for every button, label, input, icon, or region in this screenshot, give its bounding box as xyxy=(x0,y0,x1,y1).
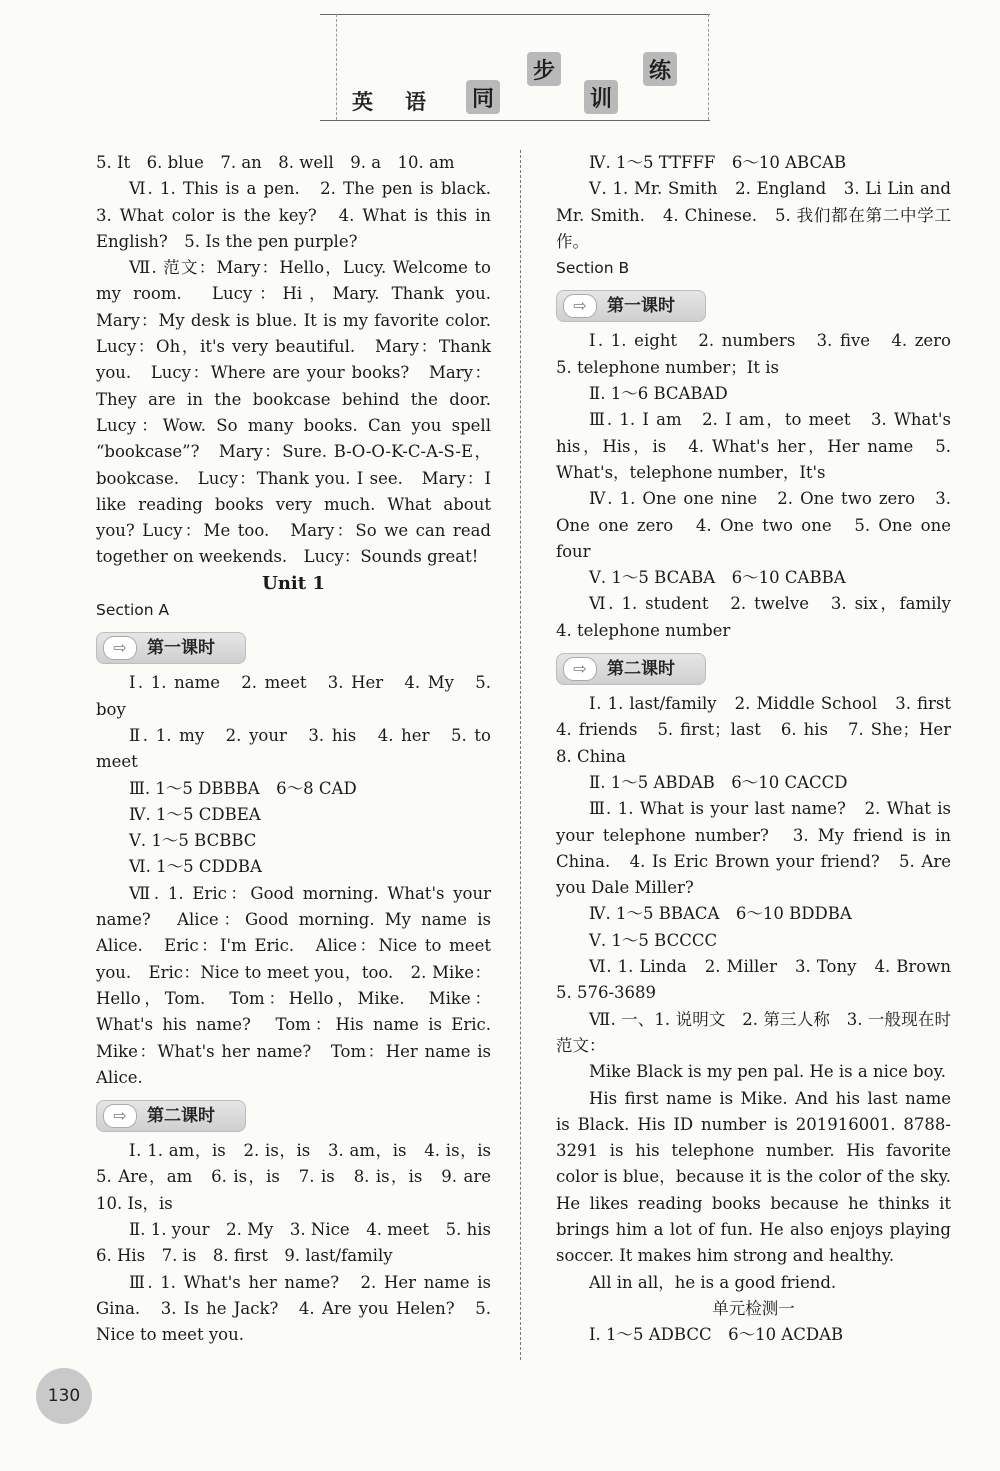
answer-line: Ⅲ. 1. I am 2. I am，to meet 3. What's his，His，is 4. What's her，Her name 5. What's，telephone number，It's xyxy=(556,410,951,482)
answer-line: Ⅰ. 1. eight 2. numbers 3. five 4. zero 5. telephone number；It is xyxy=(556,331,968,377)
header-top-rule xyxy=(320,14,710,15)
header-dashed-line xyxy=(336,14,337,120)
test-heading: 单元检测一 xyxy=(712,1298,795,1318)
answer-line: Ⅲ. 1. What's her name? 2. Her name is Gina. 3. Is he Jack? 4. Are you Helen? 5. Nice to meet you. xyxy=(96,1272,491,1345)
answer-line: Ⅱ. 1～5 ABDAB 6～10 CACCD xyxy=(589,772,848,792)
answer-column-left xyxy=(96,150,508,1348)
page-number: 130 xyxy=(36,1368,92,1424)
answer-line: Ⅵ. 1. This is a pen. 2. The pen is black. 3. What color is the key? 4. What is this in English? 5. Is the pen purple? xyxy=(96,179,508,251)
section-heading: Section A xyxy=(96,601,170,620)
essay-paragraph: Mike Black is my pen pal. He is a nice boy. xyxy=(589,1062,946,1082)
arrow-right-icon: ⇨ xyxy=(103,636,137,660)
answer-line: Ⅳ. 1. One one nine 2. One two zero 3. One one zero 4. One two one 5. One one four xyxy=(556,489,951,561)
answer-line: Ⅵ. 1～5 CDDBA xyxy=(129,857,262,877)
answer-line: 5. It 6. blue 7. an 8. well 9. a 10. am xyxy=(96,153,455,172)
header-title-box: 同 xyxy=(466,80,500,114)
answer-line: Ⅰ. 1. name 2. meet 3. Her 4. My 5. boy xyxy=(96,673,491,719)
lesson-banner xyxy=(556,290,706,322)
answer-line: Ⅴ. 1. Mr. Smith 2. England 3. Li Lin and Mr. Smith. 4. Chinese. 5. 我们都在第二中学工作。 xyxy=(556,179,951,251)
answer-line: Ⅳ. 1～5 CDBEA xyxy=(129,804,261,824)
answer-line: Ⅳ. 1～5 TTFFF 6～10 ABCAB xyxy=(589,153,847,172)
answer-line: Ⅳ. 1～5 BBACA 6～10 BDDBA xyxy=(589,904,852,924)
answer-line: Ⅵ. 1. student 2. twelve 3. six，family 4. telephone number xyxy=(556,594,968,640)
column-divider xyxy=(520,150,521,1360)
answer-line: Ⅲ. 1. What is your last name? 2. What is your telephone number? 3. My friend is in China. 4. Is Eric Brown your friend? 5. Are you Dale Miller? xyxy=(556,799,951,898)
page-header xyxy=(0,0,1000,130)
answer-line: Ⅴ. 1～5 BCBBC xyxy=(129,831,257,851)
answer-line: Ⅵ. 1. Linda 2. Miller 3. Tony 4. Brown 5. 576-3689 xyxy=(556,957,968,1003)
arrow-right-icon: ⇨ xyxy=(563,294,597,318)
lesson-banner xyxy=(556,653,706,685)
header-subject-char: 语 xyxy=(405,90,426,114)
answer-line: Ⅱ. 1～6 BCABAD xyxy=(589,384,728,404)
answer-line: Ⅱ. 1. my 2. your 3. his 4. her 5. to meet xyxy=(96,725,491,772)
unit-heading: Unit 1 xyxy=(262,572,325,594)
lesson-title: 第一课时 xyxy=(147,638,215,659)
header-dashed-line xyxy=(708,14,709,120)
essay-paragraph: All in all，he is a good friend. xyxy=(589,1272,837,1292)
lesson-title: 第一课时 xyxy=(607,296,675,317)
lesson-title: 第二课时 xyxy=(147,1105,215,1126)
lesson-banner xyxy=(96,1100,246,1132)
header-title-box: 训 xyxy=(584,80,618,114)
header-bottom-rule xyxy=(320,120,710,121)
answer-column-right xyxy=(556,150,968,1348)
header-title-box: 步 xyxy=(527,52,561,86)
lesson-banner xyxy=(96,632,246,664)
answer-line: Ⅰ. 1. last/family 2. Middle School 3. first 4. friends 5. first；last 6. his 7. She；Her 8. China xyxy=(556,694,968,766)
model-essay: Ⅶ. 范文：Mary：Hello，Lucy. Welcome to my room. Lucy：Hi，Mary. Thank you. Mary：My desk is blue. It is my favorite color. Lucy：Oh，it's very beautiful. Mary：Thank you. Lucy：Where are your books? Mary：They are in the bookcase behind the door. Lucy：Wow. So many books. Can you spell “bookcase”? Mary：Sure. B-O-O-K-C-A-S-E，bookcase. Lucy：Thank you. I see. Mary：I like reading books very much. What about you? Lucy：Me too. Mary：So we can read together on weekends. Lucy：Sounds great! xyxy=(96,258,491,567)
essay-paragraph: His first name is Mike. And his last name is Black. His ID number is 201916001. 8788-3291 is his telephone number. His favorite color is blue，because it is the color of the sky. He likes reading books because he thinks it brings him a lot of fun. He also enjoys playing soccer. It makes him strong and healthy. xyxy=(556,1088,951,1266)
answer-line: Ⅱ. 1. your 2. My 3. Nice 4. meet 5. his 6. His 7. is 8. first 9. last/family xyxy=(96,1219,508,1266)
answer-line: Ⅰ. 1～5 ADBCC 6～10 ACDAB xyxy=(589,1325,844,1345)
answer-line: Ⅴ. 1～5 BCABA 6～10 CABBA xyxy=(589,568,846,588)
answer-line: Ⅶ. 1. Eric：Good morning. What's your name? Alice：Good morning. My name is Alice. Eric：I'm Eric. Alice：Nice to meet you. Eric：Nice to meet you，too. 2. Mike：Hello，Tom. Tom：Hello，Mike. Mike：What's his name? Tom：His name is Eric. Mike：What's her name? Tom：Her name is Alice. xyxy=(96,883,491,1087)
arrow-right-icon: ⇨ xyxy=(563,657,597,681)
arrow-right-icon: ⇨ xyxy=(103,1104,137,1128)
answer-line: Ⅲ. 1～5 DBBBA 6～8 CAD xyxy=(129,778,357,798)
answer-line: Ⅴ. 1～5 BCCCC xyxy=(589,930,718,950)
header-subject-char: 英 xyxy=(352,90,373,114)
section-heading: Section B xyxy=(556,259,630,278)
header-title-box: 练 xyxy=(643,52,677,86)
answer-line: Ⅰ. 1. am，is 2. is，is 3. am，is 4. is，is 5. Are，am 6. is，is 7. is 8. is，is 9. are 10. Is，is xyxy=(96,1141,508,1213)
answer-line: Ⅶ. 一、1. 说明文 2. 第三人称 3. 一般现在时 范文： xyxy=(556,1009,968,1055)
lesson-title: 第二课时 xyxy=(607,658,675,679)
